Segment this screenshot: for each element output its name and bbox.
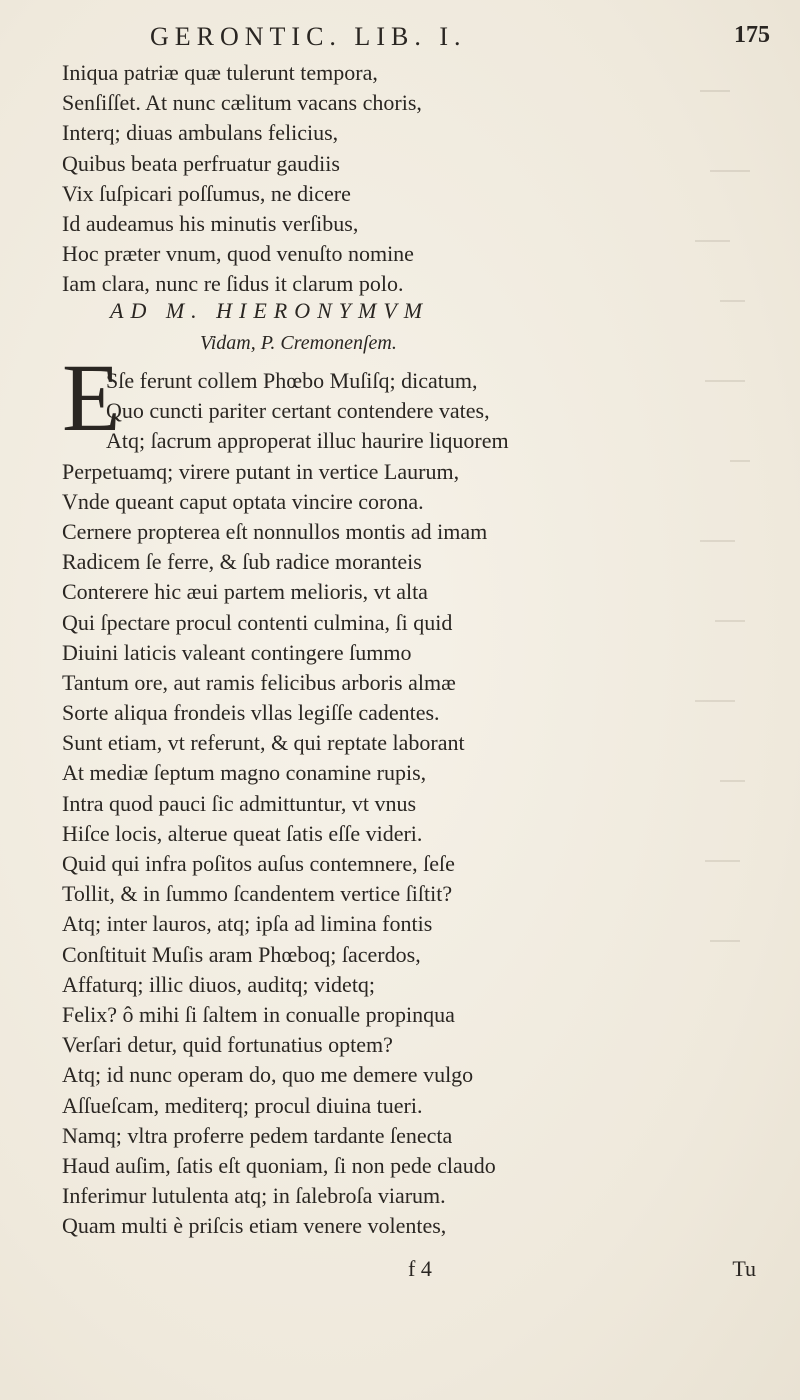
verse-line: Conſtituit Muſis aram Phœboq; ſacerdos, (62, 941, 421, 967)
verse-line: Sunt etiam, vt referunt, & qui reptate laborant (62, 730, 465, 756)
catchword: Tu (732, 1256, 756, 1281)
verse-line: Atq; id nunc operam do, quo me demere vulgo (62, 1062, 474, 1088)
verse-line: Atq; inter lauros, atq; ipſa ad limina fontis (62, 911, 433, 937)
verse-line: Namq; vltra proferre pedem tardante ſenecta (62, 1122, 453, 1148)
drop-capital: E (62, 344, 121, 451)
verse-line: Quid qui infra poſitos auſus contemnere, ſeſe (62, 851, 455, 876)
verse-line: Verſari detur, quid fortunatius optem? (62, 1032, 393, 1058)
verse-line: Vix ſuſpicari poſſumus, ne dicere (62, 180, 351, 206)
verse-line: Senſiſſet. At nunc cælitum vacans choris, (62, 90, 422, 116)
verse-line: Diuini laticis valeant contingere ſummo (62, 639, 412, 665)
verse-line: Aſſueſcam, mediterq; procul diuina tueri. (62, 1092, 423, 1118)
poem-title: AD M. HIERONYMVM (110, 298, 430, 323)
verse-line: Iniqua patriæ quæ tulerunt tempora, (62, 60, 378, 85)
verse-line: Tollit, & in ſummo ſcandentem vertice ſiſtit? (62, 881, 453, 907)
verse-line: Perpetuamq; virere putant in vertice Laurum, (62, 458, 460, 484)
verse-line: Haud auſim, ſatis eſt quoniam, ſi non pede claudo (62, 1152, 496, 1178)
verse-line: Vnde queant caput optata vincire corona. (62, 488, 424, 514)
verse-line: Conterere hic æui partem melioris, vt alta (62, 579, 428, 605)
verse-line: Quam multi è priſcis etiam venere volentes, (62, 1213, 447, 1239)
verse-line: Cernere propterea eſt nonnullos montis ad imam (62, 518, 488, 544)
signature-mark: f 4 (408, 1256, 432, 1281)
verse-line: Atq; ſacrum approperat illuc haurire liquorem (106, 428, 509, 454)
verse-line: Iam clara, nunc re ſidus it clarum polo. (62, 271, 404, 297)
verse-line: Sorte aliqua frondeis vllas legiſſe cadentes. (62, 700, 440, 726)
verse-line: Sſe ferunt collem Phœbo Muſiſq; dicatum, (106, 368, 478, 393)
verse-line: Id audeamus his minutis verſibus, (62, 210, 359, 236)
verse-line: Hiſce locis, alterue queat ſatis eſſe videri. (62, 820, 423, 846)
verse-line: Tantum ore, aut ramis felicibus arboris almæ (62, 669, 456, 695)
page-number: 175 (734, 22, 770, 48)
verse-line: Inferimur lutulenta atq; in ſalebroſa viarum. (62, 1183, 446, 1209)
running-head: GERONTIC. LIB. I. (150, 22, 467, 51)
verse-line: Quo cuncti pariter certant contendere vates, (106, 398, 490, 424)
poem-body (62, 366, 762, 1241)
verse-line: At mediæ ſeptum magno conamine rupis, (62, 760, 427, 786)
poem-subtitle: Vidam, P. Cremonenſem. (200, 332, 397, 354)
verse-line: Affaturq; illic diuos, auditq; videtq; (62, 971, 376, 997)
page-header (150, 18, 770, 58)
show-through-marks (690, 80, 780, 980)
verse-line: Qui ſpectare procul contenti culmina, ſi quid (62, 609, 453, 635)
page-footer (62, 1256, 762, 1286)
verse-line: Interq; diuas ambulans felicius, (62, 120, 339, 146)
verse-line: Intra quod pauci ſic admittuntur, vt vnus (62, 790, 417, 816)
verse-line: Quibus beata perfruatur gaudiis (62, 150, 340, 176)
verse-line: Radicem ſe ferre, & ſub radice moranteis (62, 549, 422, 575)
verse-line: Hoc præter vnum, quod venuſto nomine (62, 241, 414, 267)
poem-ending (62, 58, 762, 300)
verse-line: Felix? ô mihi ſi ſaltem in conualle propinqua (62, 1001, 455, 1027)
